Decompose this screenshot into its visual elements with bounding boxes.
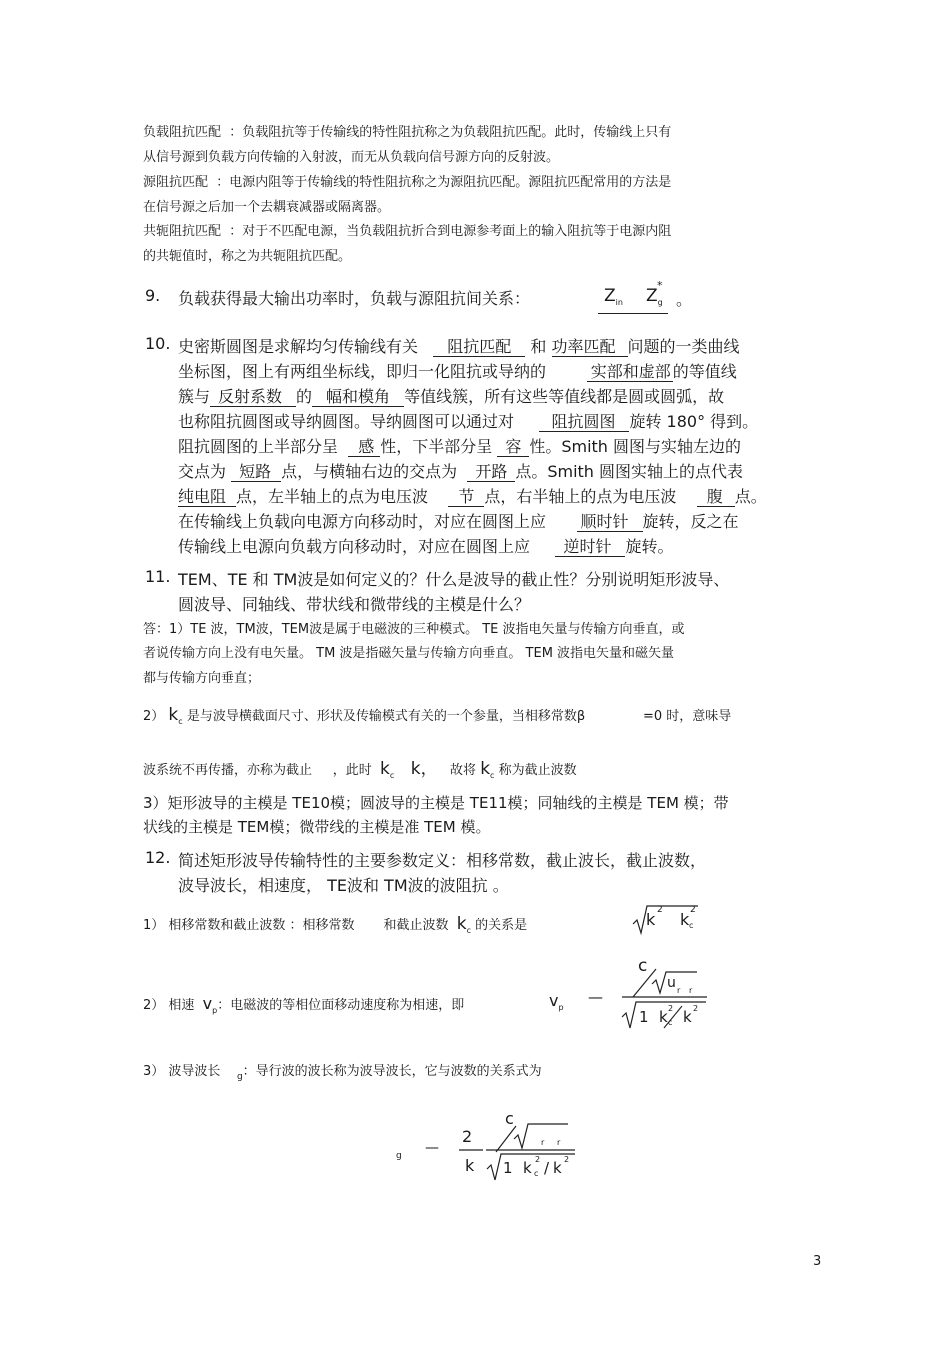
q9-text: 负载获得最大输出功率时，负载与源阻抗间关系：	[178, 289, 531, 308]
text: 簇与	[178, 387, 211, 406]
text: 波系统不再传播，亦称为截止	[143, 763, 313, 778]
text: ：电磁波的等相位面移动速度称为相速，即	[217, 998, 465, 1013]
f2-r1: r	[677, 986, 681, 995]
blank-answer: 阻抗圆图	[539, 413, 629, 432]
f2-k: k	[683, 1008, 692, 1026]
f3-c: c	[505, 1109, 514, 1128]
def-term: 共轭阻抗匹配	[143, 224, 222, 239]
text: 点。	[734, 487, 767, 506]
f2-k-exp: 2	[693, 1004, 699, 1013]
f1-kc-exp: 2	[690, 905, 696, 915]
zin-sub: in	[615, 298, 623, 307]
blank-answer: 短路	[231, 463, 281, 482]
text: 等值线簇，所有这些等值线都是圆或圆弧，故	[404, 387, 725, 406]
blank-answer: 幅和模角	[312, 388, 404, 407]
f3-kc-exp: 2	[535, 1155, 541, 1164]
q9-number: 9.	[145, 286, 161, 305]
p-sub: p	[212, 1006, 218, 1015]
f2-c: c	[638, 956, 648, 976]
blank-answer: 反射系数	[210, 388, 296, 407]
f3-two: 2	[462, 1127, 473, 1146]
text: 坐标图，图上有两组坐标线，即归一化阻抗或导纳的	[178, 362, 547, 381]
blank-answer: 开路	[467, 463, 515, 482]
def-text: ：电源内阻等于传输线的特性阻抗称之为源阻抗匹配。源阻抗匹配常用的方法是	[216, 175, 672, 190]
f3-g-sub: g	[396, 1151, 402, 1161]
blank-answer: 阻抗匹配	[433, 338, 525, 357]
q9-tail: 。	[676, 290, 693, 309]
text: 旋转 180° 得到。	[629, 412, 759, 431]
blank-answer: 功率匹配	[552, 338, 628, 357]
f3-k: k	[465, 1156, 475, 1175]
k-symbol: k，	[410, 759, 438, 779]
v-symbol: v	[549, 991, 559, 1010]
q11-answer1: 答：1）TE 波，TM波，TEM波是属于电磁波的三种模式。 TE 波指电矢量与传输方向垂直，或	[143, 622, 685, 637]
q12-p2	[143, 994, 464, 1015]
text: 点，与横轴右边的交点为	[281, 462, 458, 481]
f2-r2: r	[689, 986, 693, 995]
q12-line2: 波导波长，相速度， TE波和 TM波的波阻抗 。	[178, 876, 509, 895]
text: 传输线上电源向负载方向移动时，对应在圆图上应	[178, 537, 531, 556]
text: 和	[530, 337, 547, 356]
q11-c-line2: 状线的主模是 TEM模；微带线的主模是准 TEM 模。	[143, 818, 491, 836]
text: 2） 相速	[143, 998, 195, 1013]
text: 阻抗圆图的上半部分呈	[178, 437, 339, 456]
g-sub: g	[236, 1072, 243, 1082]
blank-answer: 容	[497, 438, 529, 457]
f2-one: 1	[639, 1008, 649, 1026]
text: 2）	[143, 709, 165, 724]
f3-k2: k	[553, 1159, 562, 1177]
q11-c-line1: 3）矩形波导的主模是 TE10模；圆波导的主模是 TE11模；同轴线的主模是 TEM 模；带	[143, 794, 729, 812]
z-symbol: Z	[646, 286, 658, 306]
text: 称为截止波数	[498, 763, 577, 778]
text: =0 时，意味导	[642, 709, 732, 724]
def-text: ：对于不匹配电源，当负载阻抗折合到电源参考面上的输入阻抗等于电源内阻	[229, 224, 672, 239]
zg-sub: g	[657, 298, 663, 307]
c-sub: c	[389, 771, 395, 780]
f3-slash: /	[544, 1159, 550, 1177]
f3-dash: —	[425, 1140, 439, 1156]
f1-k: k	[646, 910, 656, 929]
z-symbol: Z	[604, 286, 616, 306]
f3-k2-exp: 2	[564, 1155, 570, 1164]
text: 故将	[450, 763, 477, 778]
q11-answer3: 都与传输方向垂直；	[143, 671, 261, 686]
k-symbol: k	[168, 705, 179, 725]
f3-r2: r	[557, 1138, 561, 1147]
text: ：导行波的波长称为波导波长，它与波数的关系式为	[242, 1064, 542, 1079]
f2-kc: k	[659, 1008, 668, 1026]
blank-answer: 纯电阻	[178, 488, 236, 507]
f2-kc-exp: 2	[668, 1004, 674, 1013]
text: 交点为	[178, 462, 227, 481]
blank-answer: 节	[448, 488, 484, 507]
text: 史密斯圆图是求解均匀传输线有关	[178, 337, 419, 356]
text: 的关系是	[475, 918, 528, 933]
text: 点，右半轴上的点为电压波	[484, 487, 677, 506]
c-sub: c	[178, 717, 183, 726]
def-load-match-cont: 从信号源到负载方向传输的入射波，而无从负载向信号源方向的反射波。	[143, 150, 560, 165]
text: 也称阻抗圆图或导纳圆图。导纳圆图可以通过对	[178, 412, 515, 431]
f1-kc-sub: c	[689, 921, 694, 930]
blank-answer: 腹	[697, 488, 735, 507]
k-symbol: k	[379, 759, 390, 779]
def-text: ：负载阻抗等于传输线的特性阻抗称之为负载阻抗匹配。此时，传输线上只有	[229, 125, 672, 140]
text: 3） 波导波长	[143, 1064, 221, 1079]
def-term: 源阻抗匹配	[143, 175, 209, 190]
slash-line	[496, 1126, 516, 1152]
c-sub: c	[490, 771, 495, 780]
q11-line1: TEM、TE 和 TM波是如何定义的？什么是波导的截止性？分别说明矩形波导、	[178, 570, 730, 589]
text: 的等值线	[672, 362, 737, 381]
q12-number: 12.	[145, 848, 171, 867]
def-conj-match-cont: 的共轭值时，称之为共轭阻抗匹配。	[143, 249, 352, 264]
f2-dash: —	[588, 988, 603, 1006]
text: 旋转。	[625, 537, 674, 556]
text: 问题的一类曲线	[627, 337, 740, 356]
text: 的	[296, 387, 313, 406]
f2-kc-sub: c	[668, 1018, 673, 1027]
blank-answer: 逆时针	[555, 538, 625, 557]
blank-answer: 实部和虚部	[587, 363, 673, 382]
f2-u: u	[667, 975, 676, 991]
text: 和截止波数	[383, 918, 449, 933]
f3-kc-sub: c	[534, 1169, 539, 1178]
f1-exp: 2	[657, 905, 663, 915]
q10-number: 10.	[145, 334, 171, 353]
q12-line1: 简述矩形波导传输特性的主要参数定义：相移常数，截止波长，截止波数，	[178, 851, 707, 870]
c-sub: c	[466, 926, 472, 935]
text: 1） 相移常数和截止波数 ：相移常数	[143, 918, 355, 933]
text: 性，下半部分呈	[380, 437, 493, 456]
def-term: 负载阻抗匹配	[143, 125, 222, 140]
q11-answer2: 者说传输方向上没有电矢量。 TM 波是指磁矢量与传输方向垂直。 TEM 波指电矢量和磁矢量	[143, 646, 675, 661]
f3-kc: k	[523, 1159, 532, 1177]
blank-answer: 顺时针	[577, 513, 643, 532]
def-source-match-cont: 在信号源之后加一个去耦衰减器或隔离器。	[143, 200, 391, 215]
k-symbol: k	[480, 759, 491, 779]
f3-one: 1	[503, 1159, 513, 1177]
q11-number: 11.	[145, 567, 171, 586]
k-symbol: k	[456, 914, 467, 934]
q12-p3	[143, 1060, 542, 1082]
p-sub: p	[558, 1003, 564, 1012]
f1-kc: k	[680, 910, 690, 929]
q11-line2: 圆波导、同轴线、带状线和微带线的主模是什么？	[178, 595, 531, 614]
text: 是与波导横截面尺寸、形状及传输模式有关的一个参量，当相移常数β	[186, 709, 586, 724]
conjugate-star: *	[657, 279, 663, 292]
text: 点，左半轴上的点为电压波	[236, 487, 429, 506]
text: 在传输线上负载向电源方向移动时，对应在圆图上应	[178, 512, 547, 531]
blank-answer: 感	[348, 438, 380, 457]
text: 旋转，反之在	[642, 512, 739, 531]
page-number: 3	[813, 1254, 822, 1269]
f2-vp	[549, 991, 564, 1012]
text: 性。Smith 圆图与实轴左边的	[529, 437, 742, 456]
v-symbol: v	[202, 994, 213, 1013]
text: ，此时	[332, 763, 372, 778]
f3-r1: r	[541, 1138, 545, 1147]
text: 点。Smith 圆图实轴上的点代表	[515, 462, 744, 481]
